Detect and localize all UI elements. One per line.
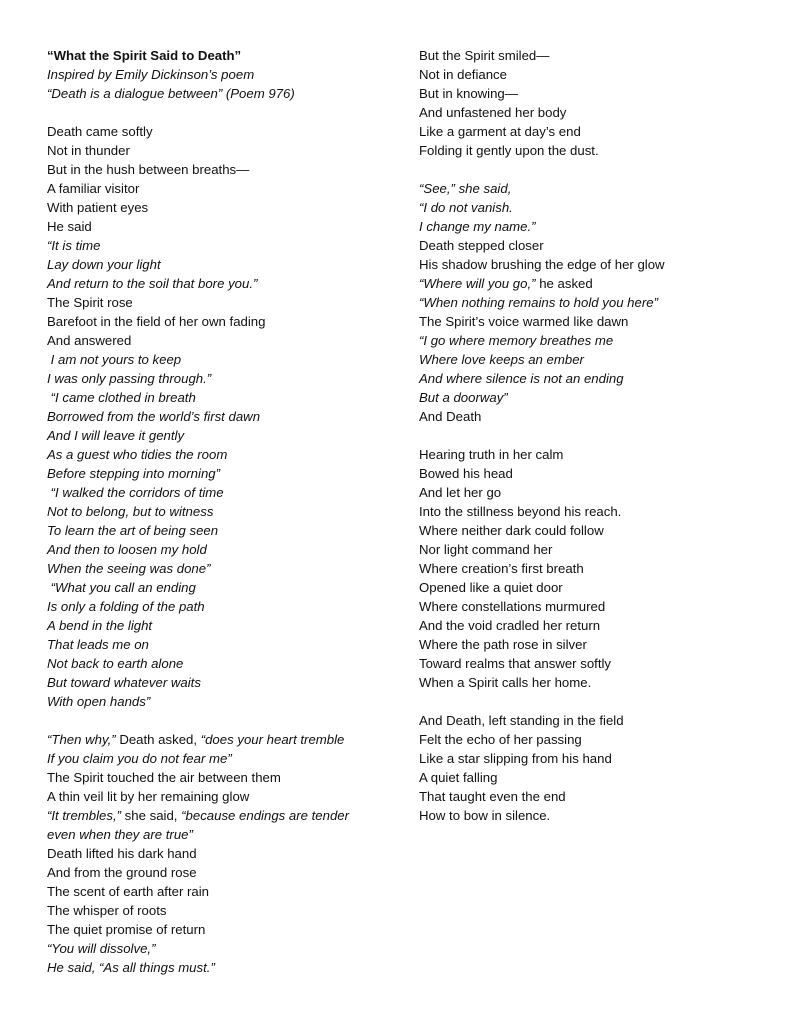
line-text: Is only a folding of the path bbox=[47, 599, 205, 614]
line-text: He said, “As all things must.” bbox=[47, 960, 215, 975]
poem-line bbox=[47, 483, 392, 502]
stanza-break bbox=[47, 103, 392, 122]
poem-line bbox=[419, 540, 759, 559]
poem-line bbox=[419, 730, 759, 749]
poem-line bbox=[47, 502, 392, 521]
line-text: “Then why,” bbox=[47, 732, 116, 747]
line-text: If you claim you do not fear me” bbox=[47, 751, 232, 766]
line-text: Death asked, bbox=[115, 732, 201, 747]
poem-line bbox=[419, 768, 759, 787]
poem-line bbox=[47, 274, 392, 293]
line-text: A familiar visitor bbox=[47, 181, 140, 196]
poem-line bbox=[419, 502, 759, 521]
poem-line bbox=[419, 407, 759, 426]
line-text: Hearing truth in her calm bbox=[419, 447, 564, 462]
poem-line bbox=[419, 445, 759, 464]
line-text: But toward whatever waits bbox=[47, 675, 201, 690]
line-text: And I will leave it gently bbox=[47, 428, 185, 443]
line-text: The quiet promise of return bbox=[47, 922, 206, 937]
line-text: Not in defiance bbox=[419, 67, 507, 82]
poem-line bbox=[419, 635, 759, 654]
line-text: “See,” she said, bbox=[419, 181, 512, 196]
poem-line bbox=[419, 388, 759, 407]
line-text: he asked bbox=[535, 276, 593, 291]
line-text: The scent of earth after rain bbox=[47, 884, 209, 899]
poem-line bbox=[47, 255, 392, 274]
line-text: Not in thunder bbox=[47, 143, 130, 158]
line-text: “I walked the corridors of time bbox=[47, 485, 224, 500]
poem-line bbox=[47, 825, 392, 844]
line-text: “Death is a dialogue between” (Poem 976) bbox=[47, 86, 295, 101]
line-text: Borrowed from the world’s first dawn bbox=[47, 409, 261, 424]
poem-line bbox=[47, 654, 392, 673]
line-text: Before stepping into morning” bbox=[47, 466, 221, 481]
line-text: He said bbox=[47, 219, 92, 234]
poem-line bbox=[47, 540, 392, 559]
poem-line bbox=[419, 179, 759, 198]
poem-line bbox=[419, 84, 759, 103]
poem-line bbox=[419, 103, 759, 122]
line-text: Where creation’s first breath bbox=[419, 561, 584, 576]
left-column bbox=[47, 46, 392, 977]
poem-line bbox=[419, 369, 759, 388]
line-text: “It trembles,” bbox=[47, 808, 122, 823]
line-text: And Death, left standing in the field bbox=[419, 713, 624, 728]
poem-line bbox=[419, 255, 759, 274]
stanza-break bbox=[419, 160, 759, 179]
poem-line bbox=[419, 274, 759, 293]
poem-line bbox=[419, 236, 759, 255]
line-text: His shadow brushing the edge of her glow bbox=[419, 257, 665, 272]
poem-line bbox=[47, 407, 392, 426]
line-text: Like a garment at day’s end bbox=[419, 124, 581, 139]
poem-line bbox=[47, 65, 392, 84]
line-text: That taught even the end bbox=[419, 789, 566, 804]
line-text: As a guest who tidies the room bbox=[47, 447, 228, 462]
poem-line bbox=[47, 293, 392, 312]
poem-line bbox=[419, 46, 759, 65]
line-text: With open hands” bbox=[47, 694, 151, 709]
poem-line bbox=[47, 844, 392, 863]
line-text: Lay down your light bbox=[47, 257, 161, 272]
poem-line bbox=[47, 521, 392, 540]
line-text: A bend in the light bbox=[47, 618, 153, 633]
line-text: A thin veil lit by her remaining glow bbox=[47, 789, 250, 804]
line-text: Where neither dark could follow bbox=[419, 523, 604, 538]
line-text: When a Spirit calls her home. bbox=[419, 675, 592, 690]
line-text: And unfastened her body bbox=[419, 105, 567, 120]
line-text: Barefoot in the field of her own fading bbox=[47, 314, 266, 329]
poem-line bbox=[47, 616, 392, 635]
line-text: That leads me on bbox=[47, 637, 149, 652]
line-text: “You will dissolve,” bbox=[47, 941, 156, 956]
poem-line bbox=[419, 464, 759, 483]
poem-line bbox=[47, 426, 392, 445]
poem-line bbox=[47, 787, 392, 806]
line-text: “What the Spirit Said to Death” bbox=[47, 48, 242, 63]
poem-line bbox=[419, 122, 759, 141]
poem-line bbox=[47, 198, 392, 217]
line-text: Folding it gently upon the dust. bbox=[419, 143, 599, 158]
line-text: Like a star slipping from his hand bbox=[419, 751, 612, 766]
line-text: I was only passing through.” bbox=[47, 371, 212, 386]
line-text: “Where will you go,” bbox=[419, 276, 536, 291]
line-text: Not to belong, but to witness bbox=[47, 504, 214, 519]
poem-line bbox=[419, 331, 759, 350]
line-text: And then to loosen my hold bbox=[47, 542, 207, 557]
line-text: “When nothing remains to hold you here” bbox=[419, 295, 658, 310]
line-text: Death came softly bbox=[47, 124, 153, 139]
line-text: Opened like a quiet door bbox=[419, 580, 563, 595]
poem-line bbox=[47, 958, 392, 977]
poem-line bbox=[47, 179, 392, 198]
poem-line bbox=[419, 673, 759, 692]
line-text: The Spirit’s voice warmed like dawn bbox=[419, 314, 629, 329]
poem-line bbox=[47, 369, 392, 388]
poem-line bbox=[419, 559, 759, 578]
line-text: How to bow in silence. bbox=[419, 808, 551, 823]
poem-line bbox=[419, 787, 759, 806]
poem-line bbox=[47, 730, 392, 749]
poem-line bbox=[47, 312, 392, 331]
poem-line bbox=[419, 350, 759, 369]
line-text: I change my name.” bbox=[419, 219, 536, 234]
poem-line bbox=[419, 312, 759, 331]
poem-line bbox=[47, 464, 392, 483]
line-text: But in the hush between breaths— bbox=[47, 162, 250, 177]
poem-line bbox=[419, 293, 759, 312]
line-text: she said, bbox=[121, 808, 182, 823]
line-text: Death stepped closer bbox=[419, 238, 544, 253]
poem-line bbox=[419, 578, 759, 597]
line-text: The Spirit touched the air between them bbox=[47, 770, 281, 785]
line-text: To learn the art of being seen bbox=[47, 523, 219, 538]
line-text: even when they are true” bbox=[47, 827, 193, 842]
poem-line bbox=[47, 559, 392, 578]
poem-line bbox=[47, 388, 392, 407]
line-text: I am not yours to keep bbox=[47, 352, 182, 367]
poem-line bbox=[47, 331, 392, 350]
stanza-break bbox=[47, 711, 392, 730]
line-text: And where silence is not an ending bbox=[419, 371, 624, 386]
poem-line bbox=[47, 578, 392, 597]
line-text: And from the ground rose bbox=[47, 865, 197, 880]
poem-line bbox=[47, 920, 392, 939]
line-text: When the seeing was done” bbox=[47, 561, 211, 576]
poem-line bbox=[47, 901, 392, 920]
line-text: But the Spirit smiled— bbox=[419, 48, 550, 63]
poem-line bbox=[47, 882, 392, 901]
poem-line bbox=[47, 597, 392, 616]
line-text: Inspired by Emily Dickinson’s poem bbox=[47, 67, 255, 82]
line-text: “I go where memory breathes me bbox=[419, 333, 614, 348]
poem-line bbox=[419, 806, 759, 825]
poem-line bbox=[47, 122, 392, 141]
poem-title bbox=[47, 46, 392, 65]
line-text: The Spirit rose bbox=[47, 295, 133, 310]
line-text: Where love keeps an ember bbox=[419, 352, 584, 367]
poem-line bbox=[47, 692, 392, 711]
poem-line bbox=[47, 350, 392, 369]
poem-line bbox=[47, 160, 392, 179]
poem-line bbox=[419, 521, 759, 540]
poem-line bbox=[47, 84, 392, 103]
line-text: “I do not vanish. bbox=[419, 200, 513, 215]
line-text: “because endings are tender bbox=[181, 808, 350, 823]
poem-line bbox=[47, 673, 392, 692]
line-text: And answered bbox=[47, 333, 132, 348]
line-text: And the void cradled her return bbox=[419, 618, 601, 633]
line-text: With patient eyes bbox=[47, 200, 149, 215]
poem-line bbox=[47, 445, 392, 464]
poem-line bbox=[419, 217, 759, 236]
line-text: Nor light command her bbox=[419, 542, 553, 557]
line-text: And let her go bbox=[419, 485, 502, 500]
poem-line bbox=[47, 939, 392, 958]
poem-line bbox=[47, 863, 392, 882]
poem-line bbox=[419, 616, 759, 635]
line-text: The whisper of roots bbox=[47, 903, 167, 918]
line-text: Where the path rose in silver bbox=[419, 637, 587, 652]
poem-line bbox=[47, 635, 392, 654]
poem-line bbox=[419, 141, 759, 160]
line-text: “does your heart tremble bbox=[200, 732, 345, 747]
poem-line bbox=[47, 141, 392, 160]
line-text: Death lifted his dark hand bbox=[47, 846, 197, 861]
line-text: “What you call an ending bbox=[47, 580, 196, 595]
poem-line bbox=[419, 198, 759, 217]
stanza-break bbox=[419, 692, 759, 711]
poem-line bbox=[47, 749, 392, 768]
line-text: Into the stillness beyond his reach. bbox=[419, 504, 622, 519]
line-text: Felt the echo of her passing bbox=[419, 732, 582, 747]
line-text: And return to the soil that bore you.” bbox=[47, 276, 258, 291]
line-text: Where constellations murmured bbox=[419, 599, 606, 614]
poem-line bbox=[419, 483, 759, 502]
line-text: A quiet falling bbox=[419, 770, 498, 785]
poem-line bbox=[47, 236, 392, 255]
line-text: But in knowing— bbox=[419, 86, 518, 101]
poem-line bbox=[47, 217, 392, 236]
line-text: “I came clothed in breath bbox=[47, 390, 196, 405]
poem-line bbox=[419, 597, 759, 616]
line-text: Not back to earth alone bbox=[47, 656, 184, 671]
line-text: Toward realms that answer softly bbox=[419, 656, 612, 671]
poem-line bbox=[419, 749, 759, 768]
line-text: And Death bbox=[419, 409, 482, 424]
right-column bbox=[419, 46, 759, 825]
poem-line bbox=[419, 711, 759, 730]
poem-line bbox=[419, 65, 759, 84]
line-text: “It is time bbox=[47, 238, 101, 253]
stanza-break bbox=[419, 426, 759, 445]
poem-line bbox=[419, 654, 759, 673]
line-text: Bowed his head bbox=[419, 466, 513, 481]
poem-line bbox=[47, 806, 392, 825]
line-text: But a doorway” bbox=[419, 390, 508, 405]
poem-line bbox=[47, 768, 392, 787]
